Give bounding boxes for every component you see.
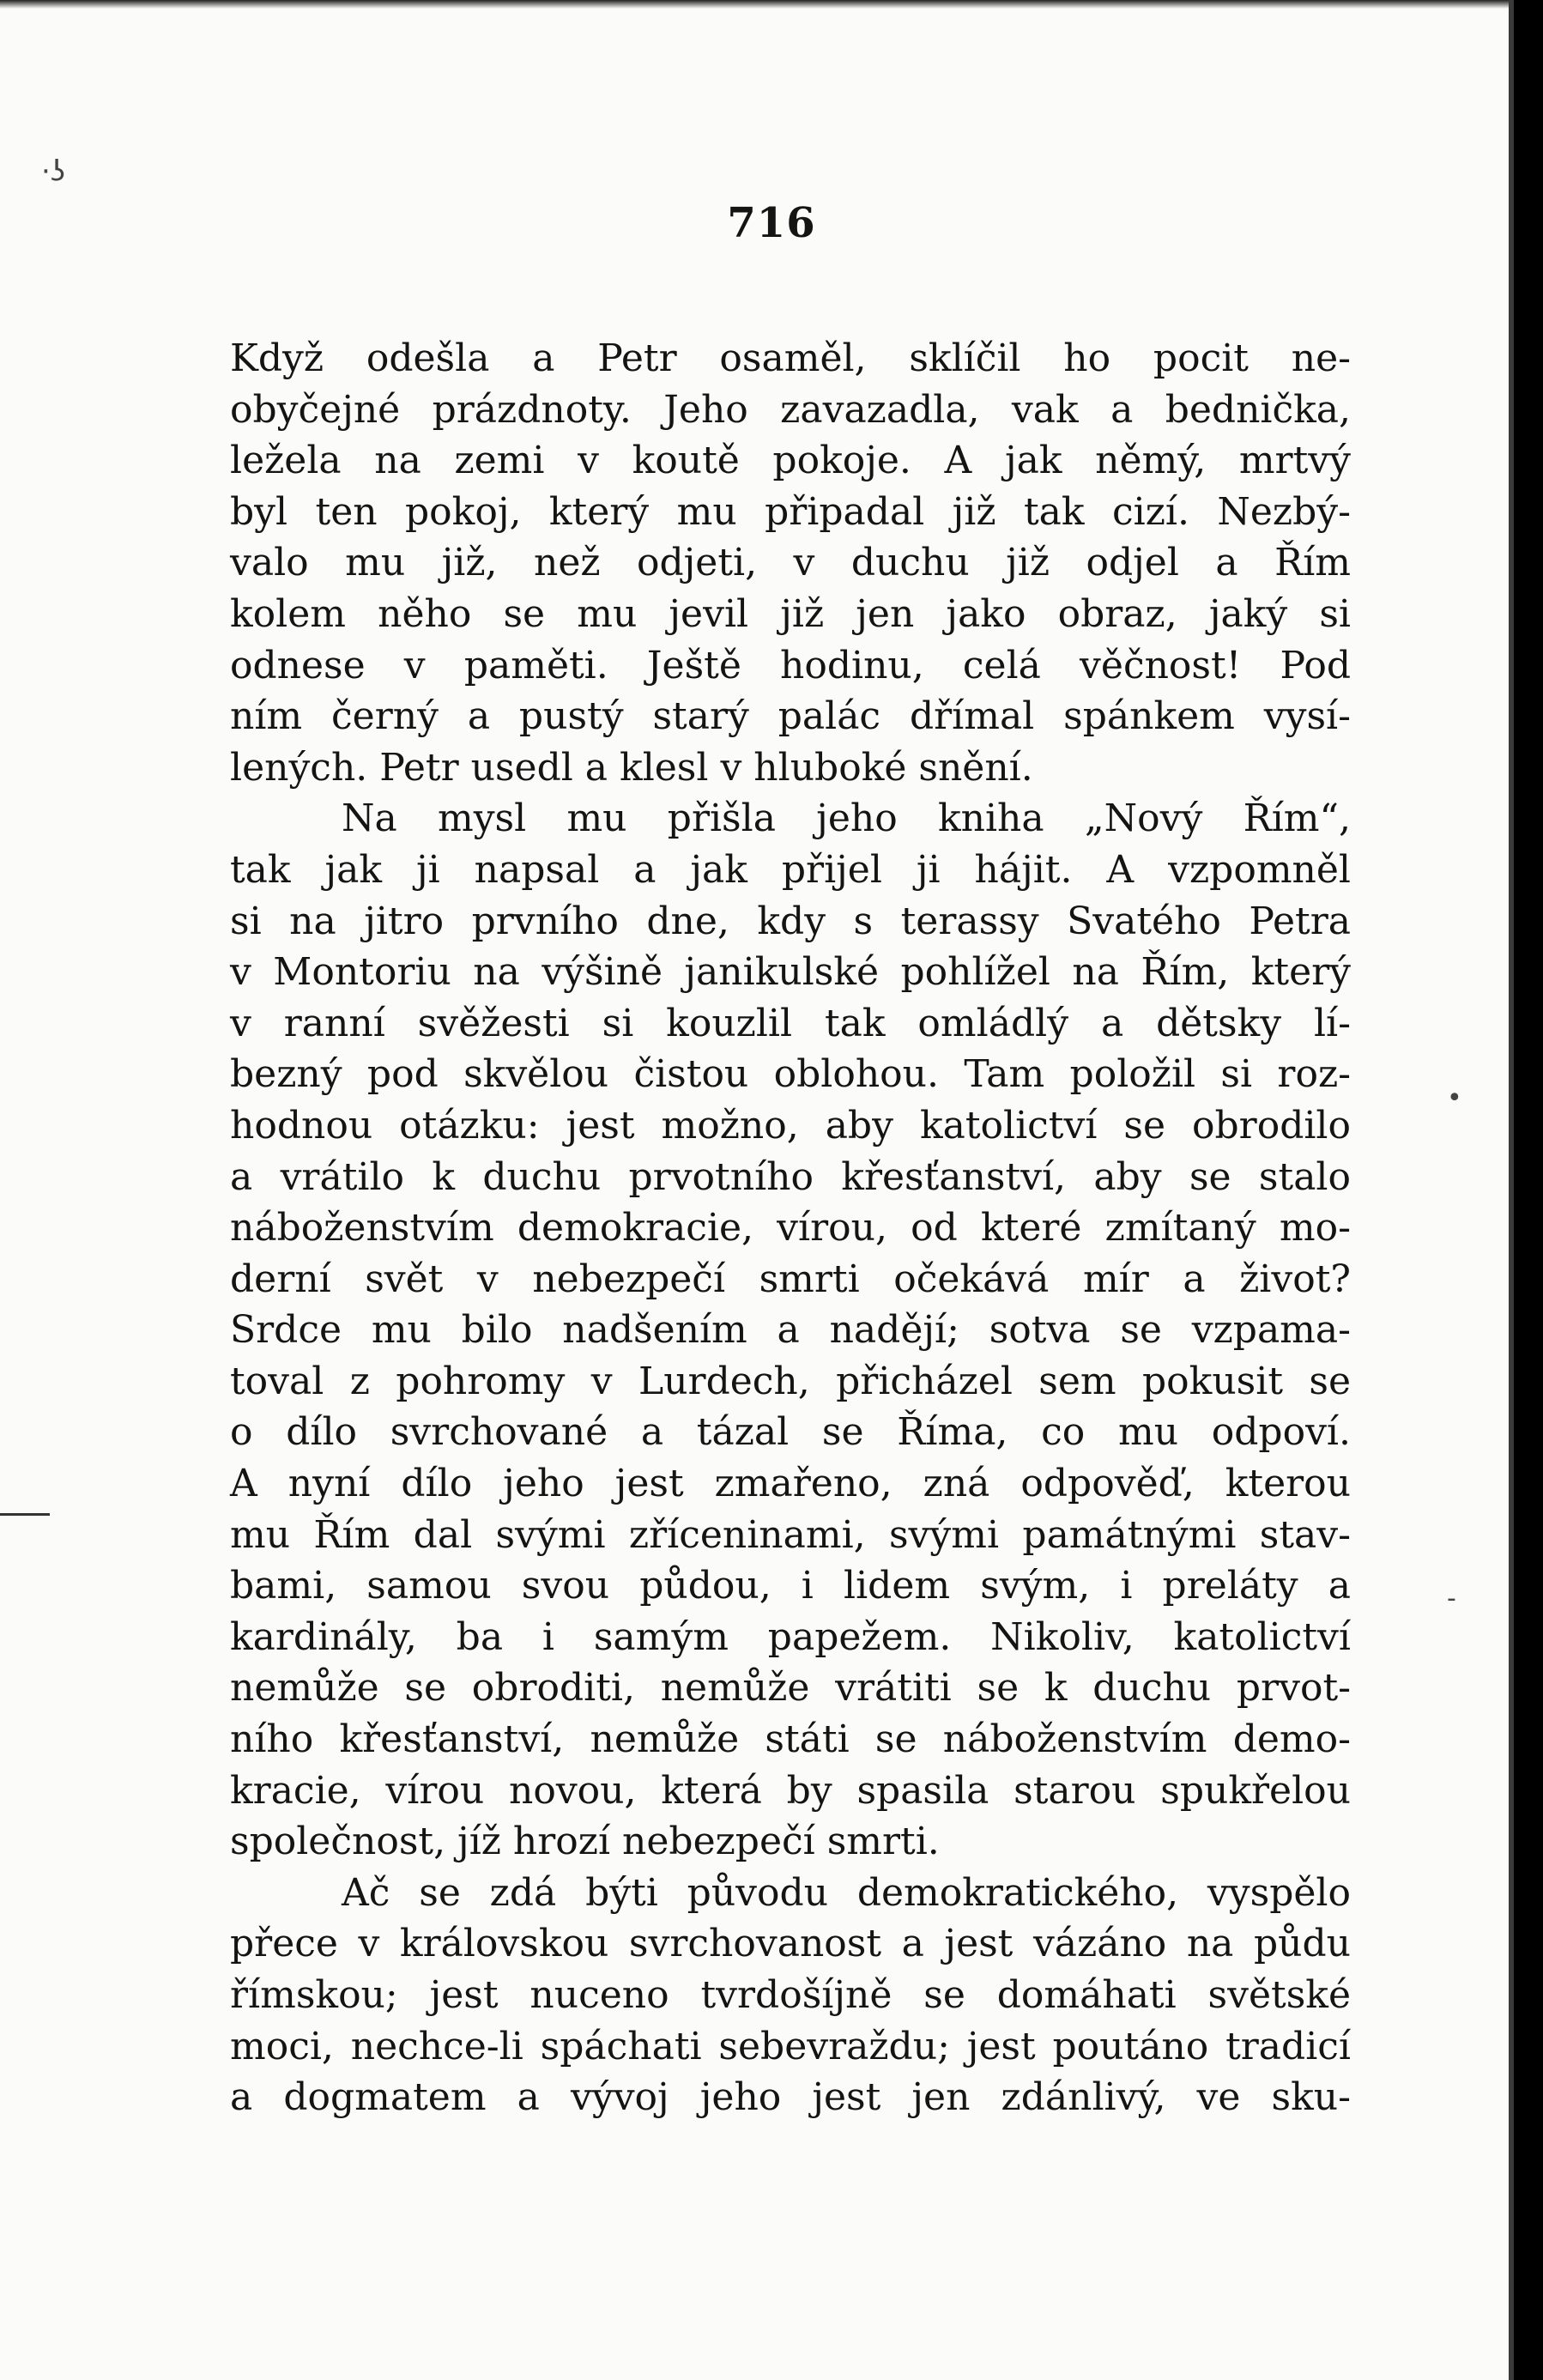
text-line: valo mu již, než odjeti, v duchu již odjel a Řím (230, 541, 1351, 585)
text-line: A nyní dílo jeho jest zmařeno, zná odpověď, kterou (230, 1462, 1351, 1506)
scan-artifact-right-dot-1: • (1447, 1083, 1462, 1113)
text-line: ním černý a pustý starý palác dřímal spánkem vysí- (230, 694, 1351, 739)
body-text (230, 333, 1351, 2123)
text-line: přece v královskou svrchovanost a jest vázáno na půdu (230, 1922, 1351, 1966)
text-line: Ač se zdá býti původu demokratického, vyspělo (342, 1870, 1351, 1915)
text-line: ležela na zemi v koutě pokoje. A jak němý, mrtvý (230, 439, 1351, 483)
text-line: nemůže se obroditi, nemůže vrátiti se k duchu prvot- (230, 1666, 1351, 1711)
text-line: náboženstvím demokracie, vírou, od které zmítaný mo- (230, 1206, 1351, 1251)
scan-artifact-right-dot-2: - (1447, 1584, 1456, 1614)
text-line: Na mysl mu přišla jeho kniha „Nový Řím“, (342, 796, 1351, 841)
page-number: 716 (727, 199, 816, 247)
text-line: římskou; jest nuceno tvrdošíjně se domáhati světské (230, 1973, 1351, 2017)
text-line: kracie, vírou novou, která by spasila starou spukřelou (230, 1768, 1351, 1813)
text-line: si na jitro prvního dne, kdy s terassy Svatého Petra (230, 899, 1351, 943)
text-line: v Montoriu na výšině janikulské pohlížel na Řím, který (230, 950, 1351, 995)
scan-top-shadow (0, 0, 1543, 9)
text-line: a dogmatem a vývoj jeho jest jen zdánlivý, ve sku- (230, 2075, 1351, 2120)
text-line: byl ten pokoj, který mu připadal již tak cizí. Nezbý- (230, 489, 1351, 534)
text-line: obyčejné prázdnoty. Jeho zavazadla, vak a bednička, (230, 387, 1351, 432)
text-line: bezný pod skvělou čistou oblohou. Tam položil si roz- (230, 1052, 1351, 1097)
scan-artifact-left-dash (0, 1513, 50, 1516)
text-line: derní svět v nebezpečí smrti očekává mír a život? (230, 1257, 1351, 1301)
text-line: kolem něho se mu jevil již jen jako obraz, jaký si (230, 591, 1351, 636)
text-line: lených. Petr usedl a klesl v hluboké snění. (230, 745, 1033, 790)
text-line: Srdce mu bilo nadšením a nadějí; sotva se vzpama- (230, 1308, 1351, 1353)
text-line: kardinály, ba i samým papežem. Nikoliv, katolictví (230, 1614, 1351, 1659)
text-line: Když odešla a Petr osaměl, sklíčil ho pocit ne- (230, 336, 1351, 380)
text-line: moci, nechce-li spáchati sebevraždu; jest poutáno tradicí (230, 2024, 1351, 2068)
text-line: mu Řím dal svými zříceninami, svými památnými stav- (230, 1512, 1351, 1557)
text-line: tak jak ji napsal a jak přijel ji hájit. A vzpomněl (230, 847, 1351, 892)
text-line: společnost, jíž hrozí nebezpečí smrti. (230, 1820, 940, 1864)
text-line: ního křesťanství, nemůže státi se náboženstvím demo- (230, 1717, 1351, 1762)
scan-artifact-top-left: ·ʖ (41, 154, 66, 189)
text-line: o dílo svrchované a tázal se Říma, co mu odpoví. (230, 1410, 1351, 1455)
text-line: bami, samou svou půdou, i lidem svým, i preláty a (230, 1564, 1351, 1608)
text-line: v ranní svěžesti si kouzlil tak omládlý a dětsky lí- (230, 1001, 1351, 1045)
text-line: toval z pohromy v Lurdech, přicházel sem pokusit se (230, 1359, 1351, 1403)
text-line: a vrátilo k duchu prvotního křesťanství, aby se stalo (230, 1154, 1351, 1199)
text-line: odnese v paměti. Ještě hodinu, celá věčnost! Pod (230, 643, 1351, 687)
scan-right-border (1514, 0, 1543, 2380)
text-line: hodnou otázku: jest možno, aby katolictví se obrodilo (230, 1103, 1351, 1148)
